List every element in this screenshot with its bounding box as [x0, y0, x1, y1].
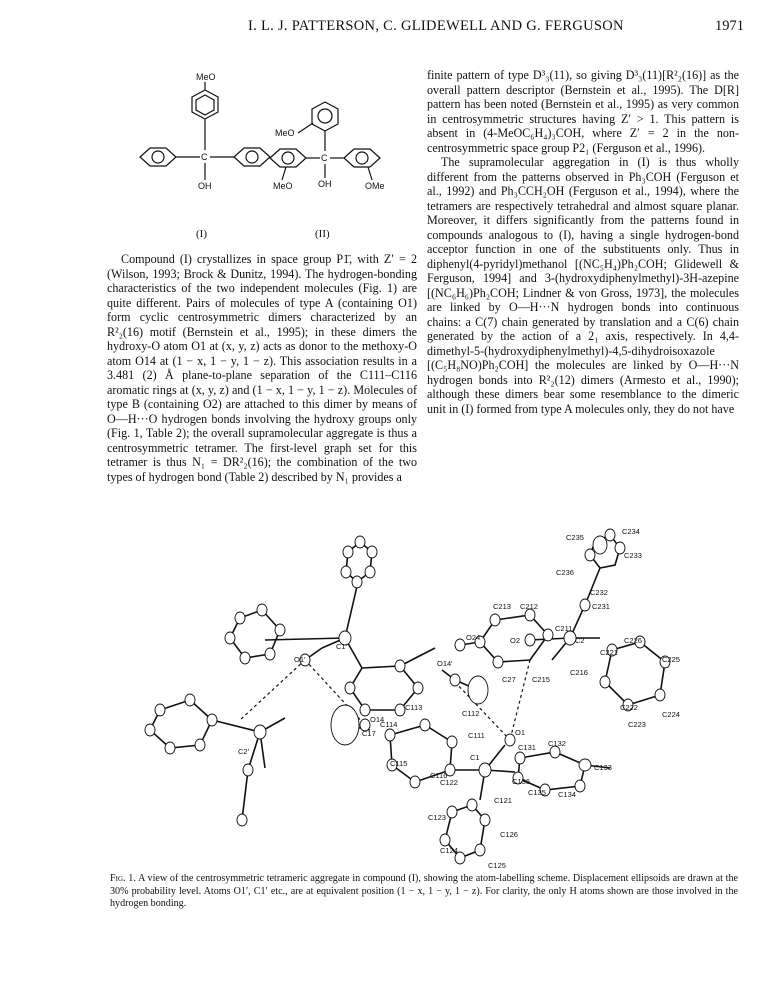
lbl-C224: C224 — [662, 710, 680, 719]
ortep-drawing — [100, 520, 720, 870]
lbl-C121: C121 — [494, 796, 512, 805]
lbl-O14: O14 — [370, 715, 385, 724]
lbl-C136: C136 — [512, 777, 530, 786]
s2-meo-bottom-label: MeO — [273, 181, 293, 191]
lbl-C122: C122 — [440, 778, 458, 787]
lbl-C133: C133 — [594, 763, 612, 772]
figure-caption — [110, 873, 738, 911]
lbl-C115: C115 — [390, 759, 408, 768]
lbl-C113: C113 — [405, 703, 423, 712]
figure-atoms — [145, 529, 670, 864]
lbl-O24: O24 — [466, 633, 481, 642]
lbl-C135: C135 — [528, 788, 546, 797]
lbl-C226: C226 — [624, 636, 642, 645]
lbl-C114: C114 — [380, 720, 398, 729]
right-paragraph-1: finite pattern of type D³₃(11), so giving D³₃(11)[R²₂(16)] as the overall pattern descriptor (Bernstein et al., 1995). The D[R] pattern has been noted (Bernstein et al., 1995) as very common in centrosymmetric structures having Z′ > 1. This pattern is absent in (4-MeOC₆H₄)₃COH, where Z′ = 2 in the non-centrosymmetric space group P2₁ (Ferguson et al., 1996). — [427, 68, 739, 155]
lbl-O1: O1 — [515, 728, 526, 737]
s2-meo-top-label: MeO — [275, 128, 295, 138]
figure-caption-text: A view of the centrosymmetric tetrameric aggregate in compound (I), showing the atom-labelling scheme. Displacement ellipsoids are drawn at the 30% probability level. Atoms O1′, C1′ etc., are at equivalent position (1 − x, 1 − y, 1 − z). For clarity, the only H atoms shown are those involved in the hydrogen bonding. — [110, 873, 739, 909]
structure-2 — [270, 102, 380, 180]
lbl-C222: C222 — [620, 703, 638, 712]
lbl-O14p: O14′ — [437, 659, 453, 668]
scheme-drawing — [110, 60, 410, 245]
page-number: 1971 — [715, 18, 744, 34]
lbl-C213: C213 — [493, 602, 511, 611]
lbl-C131: C131 — [518, 743, 536, 752]
lbl-C221: C221 — [600, 648, 618, 657]
lbl-C225: C225 — [662, 655, 680, 664]
lbl-C1: C1 — [470, 753, 480, 762]
lbl-C2p: C2′ — [238, 747, 249, 756]
lbl-C216: C216 — [570, 668, 588, 677]
s2-oh-label: OH — [318, 179, 332, 189]
s1-caption: (I) — [196, 228, 207, 240]
lbl-C233: C233 — [624, 551, 642, 560]
lbl-C111: C111 — [468, 731, 485, 740]
figure-atom-labels — [238, 527, 680, 870]
lbl-C112: C112 — [462, 709, 480, 718]
structure-1 — [140, 82, 270, 180]
lbl-C235: C235 — [566, 533, 584, 542]
s2-top-ring — [312, 102, 338, 131]
lbl-C223: C223 — [628, 720, 646, 729]
lbl-C211: C211 — [555, 624, 573, 633]
right-paragraph-2: The supramolecular aggregation in (I) is thus wholly different from the patterns observed in Ph₃COH (Ferguson et al., 1992) and Ph₃CCH₂OH (Ferguson et al., 1994), where the tetramers are respectively tetrahedral and almost square planar. Moreover, it differs significantly from the patterns found in compounds analogous to (I), having a single hydrogen-bond acceptor function in one of the substituents only. Thus in diphenyl(4-pyridyl)methanol [(NC₅H₄)Ph₂COH; Glidewell & Ferguson, 1994] and 3-(hydroxydiphenylmethyl)-3H-azepine [(NC₆H₆)Ph₂COH; Lindner & von Gross, 1973], the molecules are linked by O—H···N hydrogen bonds into continuous chains: a C(7) chain generated by translation and a C(6) chain generated by the action of a 2₁ axis, respectively. In 4,4-dimethyl-5-(hydroxydiphenylmethyl)-4,5-dihydroisoxazole [(C₅H₈NO)Ph₂COH] the molecules are linked by O—H···N hydrogen bonds into R²₂(12) dimers (Armesto et al., 1990); although these dimers bear some resemblance to the dimeric unit in (I) formed from type A molecules only, they do not have — [427, 155, 739, 416]
lbl-C27: C27 — [502, 675, 516, 684]
s1-meo-label: MeO — [196, 72, 216, 82]
lbl-C116: C116 — [430, 771, 448, 780]
lbl-C232: C232 — [590, 588, 608, 597]
header-authors: I. L. J. PATTERSON, C. GLIDEWELL AND G. FERGUSON — [248, 18, 624, 34]
lbl-C134: C134 — [558, 790, 576, 799]
lbl-C132: C132 — [548, 739, 566, 748]
s1-oh-label: OH — [198, 181, 212, 191]
figure-caption-id: Fig. 1. — [110, 873, 136, 884]
chemical-schemes — [110, 60, 410, 245]
ortep-figure — [100, 520, 720, 870]
lbl-C212: C212 — [520, 602, 538, 611]
lbl-C234: C234 — [622, 527, 640, 536]
lbl-C123: C123 — [428, 813, 446, 822]
running-head — [108, 18, 744, 38]
lbl-C1p: C1′ — [336, 642, 347, 651]
lbl-C17: C17 — [362, 729, 376, 738]
lbl-O1p: O1′ — [294, 655, 306, 664]
left-paragraph-1: Compound (I) crystallizes in space group P1̄, with Z′ = 2 (Wilson, 1993; Brock & Dunitz, 1994). The hydrogen-bonding characteristics of the two independent molecules (Fig. 1) are quite different. Pairs of molecules of type A (containing O1) form cyclic centrosymmetric dimers characterized by an R²₂(16) motif (Bernstein et al., 1995); in these dimers the hydroxy-O atom O1 at (x, y, z) acts as donor to the methoxy-O atom O14 at (1 − x, 1 − y, 1 − z). This association results in a 3.481 (2) Å plane-to-plane separation of the C111–C116 aromatic rings at (x, y, z) and (1 − x, 1 − y, 1 − z). Molecules of type B (containing O2) are attached to this dimer by means of O—H···O hydrogen bonds involving the hydroxy groups only (Fig. 1, Table 2); the overall supramolecular aggregate is thus a centrosymmetric tetramer. The first-level graph set for this tetramer is thus N₁ = DR²₂(16); the combination of the two types of hydrogen bond (Table 2) described by N₁ provides a — [107, 252, 417, 484]
lbl-C231: C231 — [592, 602, 610, 611]
s2-caption: (II) — [315, 228, 330, 240]
s1-top-ring-inner — [196, 95, 214, 115]
lbl-C236: C236 — [556, 568, 574, 577]
lbl-C124: C124 — [440, 846, 458, 855]
lbl-O2: O2 — [510, 636, 521, 645]
left-column — [107, 252, 417, 484]
right-column — [427, 68, 739, 416]
s2-c-label: C — [321, 153, 328, 163]
s1-c-label: C — [201, 152, 208, 162]
s2-ome-label: OMe — [365, 181, 385, 191]
lbl-C126: C126 — [500, 830, 518, 839]
figure-bonds — [150, 535, 665, 858]
lbl-C215: C215 — [532, 675, 550, 684]
lbl-C125: C125 — [488, 861, 506, 870]
lbl-C2: C2 — [575, 636, 585, 645]
